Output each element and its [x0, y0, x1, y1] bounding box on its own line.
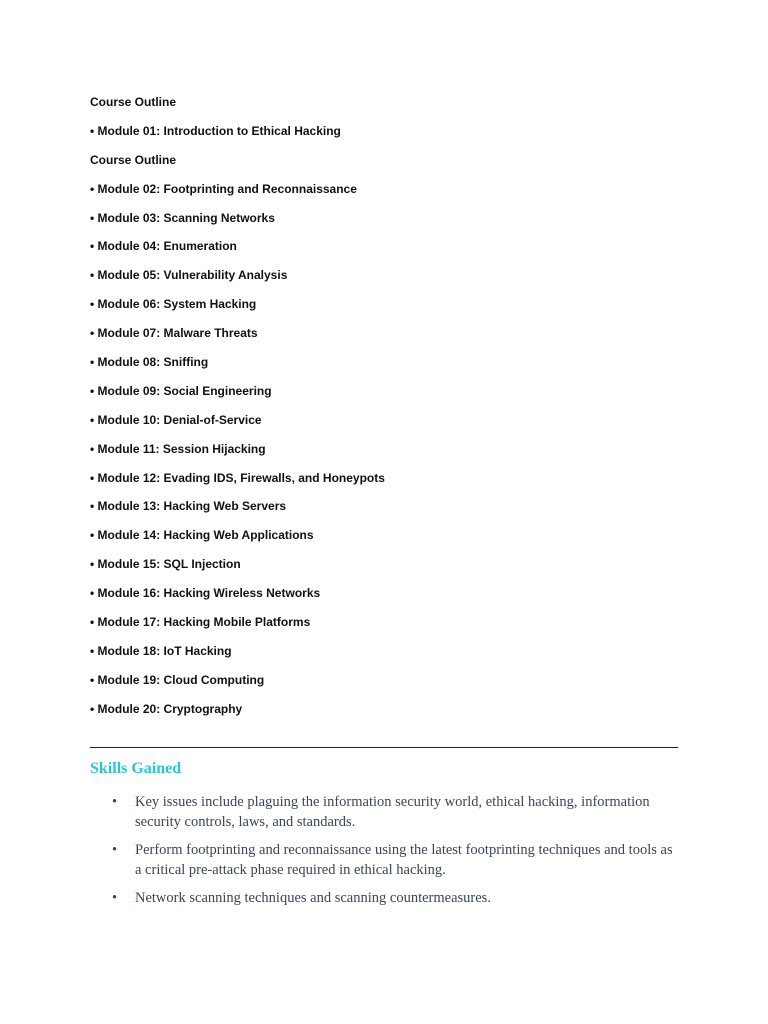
module-item: • Module 01: Introduction to Ethical Hacking	[90, 123, 341, 138]
module-item: • Module 12: Evading IDS, Firewalls, and Honeypots	[90, 470, 385, 485]
module-item: • Module 06: System Hacking	[90, 297, 257, 312]
module-item: • Module 17: Hacking Mobile Platforms	[90, 615, 311, 630]
module-item: • Module 02: Footprinting and Reconnaissance	[90, 181, 357, 196]
module-item: • Module 18: IoT Hacking	[90, 643, 232, 658]
module-item: • Module 16: Hacking Wireless Networks	[90, 586, 321, 601]
bullet-icon: •	[112, 794, 118, 810]
module-item: • Module 09: Social Engineering	[90, 383, 272, 398]
module-item: • Module 03: Scanning Networks	[90, 210, 275, 225]
module-item: • Module 14: Hacking Web Applications	[90, 528, 314, 543]
bullet-icon: •	[112, 842, 118, 858]
outline-heading: Course Outline	[90, 152, 177, 167]
module-item: • Module 10: Denial-of-Service	[90, 412, 262, 427]
section-divider	[90, 747, 678, 748]
module-item: • Module 11: Session Hijacking	[90, 441, 266, 456]
module-item: • Module 04: Enumeration	[90, 239, 237, 254]
skills-item-text: Key issues include plaguing the information security world, ethical hacking, information security controls, laws, and standards.	[135, 794, 650, 830]
skills-list-item	[90, 888, 680, 908]
skills-list-item	[90, 840, 680, 880]
module-item: • Module 08: Sniffing	[90, 355, 209, 370]
module-item: • Module 20: Cryptography	[90, 701, 243, 716]
module-item: • Module 07: Malware Threats	[90, 326, 258, 341]
skills-list-item	[90, 792, 680, 832]
skills-list	[90, 792, 680, 916]
module-item: • Module 05: Vulnerability Analysis	[90, 268, 288, 283]
skills-item-text: Network scanning techniques and scanning countermeasures.	[135, 890, 491, 906]
module-item: • Module 13: Hacking Web Servers	[90, 499, 287, 514]
module-item: • Module 15: SQL Injection	[90, 557, 241, 572]
outline-heading: Course Outline	[90, 95, 177, 109]
module-item: • Module 19: Cloud Computing	[90, 672, 265, 687]
course-outline	[90, 94, 690, 730]
skills-heading: Skills Gained	[90, 760, 182, 777]
bullet-icon: •	[112, 890, 118, 906]
skills-item-text: Perform footprinting and reconnaissance using the latest footprinting techniques and tools as a critical pre-attack phase required in ethical hacking.	[135, 842, 673, 878]
